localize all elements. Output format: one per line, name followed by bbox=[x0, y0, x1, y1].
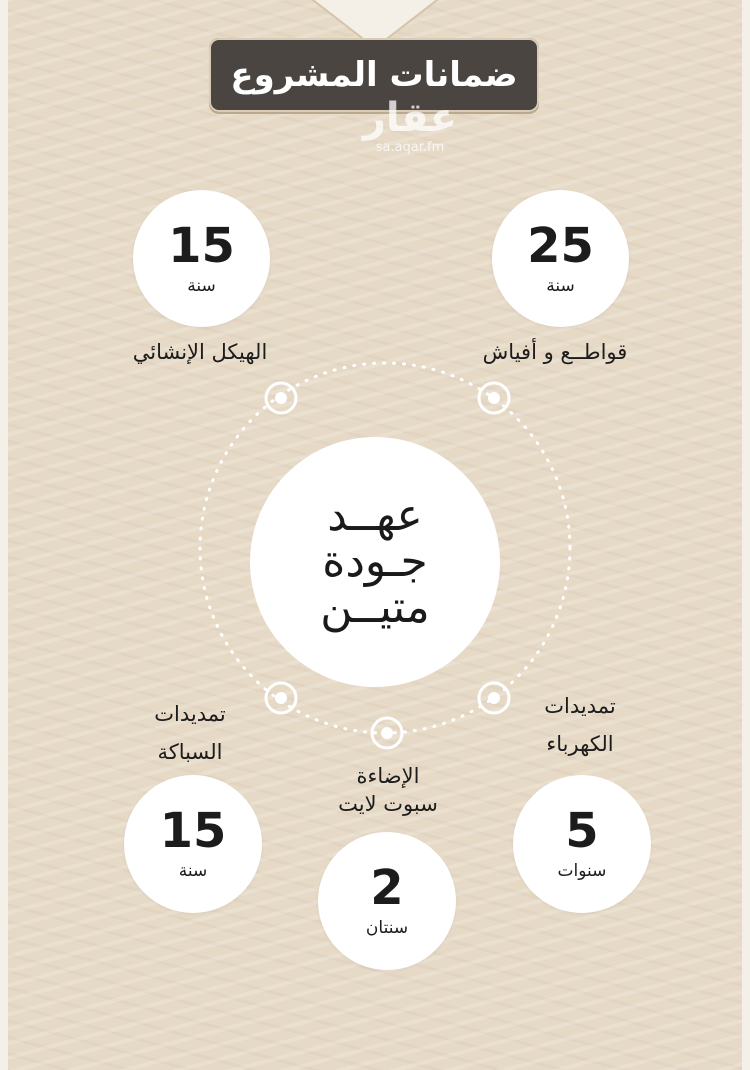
warranty-value: 15 bbox=[159, 803, 227, 859]
warranty-label-structure: الهيكل الإنشائي bbox=[132, 340, 268, 364]
warranty-label-line: الكهرباء bbox=[546, 731, 614, 756]
warranty-label-line: تمديدات bbox=[544, 694, 616, 718]
warranty-badge-electric bbox=[513, 775, 651, 913]
ring-node-bottom-right bbox=[479, 683, 509, 713]
watermark-logo: عقار bbox=[362, 95, 458, 141]
warranty-label-line: سبوت لايت bbox=[338, 792, 438, 817]
warranty-unit: سنوات bbox=[557, 861, 607, 881]
ring-node-top-right bbox=[479, 383, 509, 413]
warranty-label-lighting bbox=[318, 762, 458, 819]
warranty-label-line: تمديدات bbox=[154, 702, 226, 726]
warranty-unit: سنة bbox=[178, 861, 208, 881]
warranty-badge-lighting bbox=[318, 832, 456, 970]
warranty-label-line: الإضاءة bbox=[356, 764, 420, 788]
warranty-unit: سنة bbox=[546, 275, 575, 296]
center-motto-circle bbox=[250, 437, 500, 687]
ring-node-bottom-left bbox=[266, 683, 296, 713]
warranty-badge-structure bbox=[133, 190, 270, 327]
warranty-label-electric bbox=[520, 688, 640, 764]
warranty-unit: سنتان bbox=[365, 918, 409, 938]
warranty-unit: سنة bbox=[187, 275, 216, 296]
warranty-badge-plumbing bbox=[124, 775, 262, 913]
warranty-value: 2 bbox=[370, 860, 404, 916]
warranty-label-plumbing bbox=[130, 696, 250, 772]
center-motto-line-1: عهــد bbox=[327, 489, 423, 541]
center-motto-line-3: متيــن bbox=[320, 582, 430, 634]
warranty-label-partitions: قواطــع و أفياش bbox=[482, 340, 628, 364]
warranty-badge-partitions bbox=[492, 190, 629, 327]
warranty-label-line: السباكة bbox=[157, 739, 223, 764]
page-title: ضمانات المشروع bbox=[230, 55, 518, 95]
warranty-value: 15 bbox=[168, 217, 235, 274]
ring-node-top-left bbox=[266, 383, 296, 413]
warranty-value: 5 bbox=[565, 803, 599, 859]
center-motto-line-2: جـودة bbox=[322, 535, 428, 587]
warranty-value: 25 bbox=[527, 217, 594, 274]
watermark-url: sa.aqar.fm bbox=[375, 140, 445, 155]
